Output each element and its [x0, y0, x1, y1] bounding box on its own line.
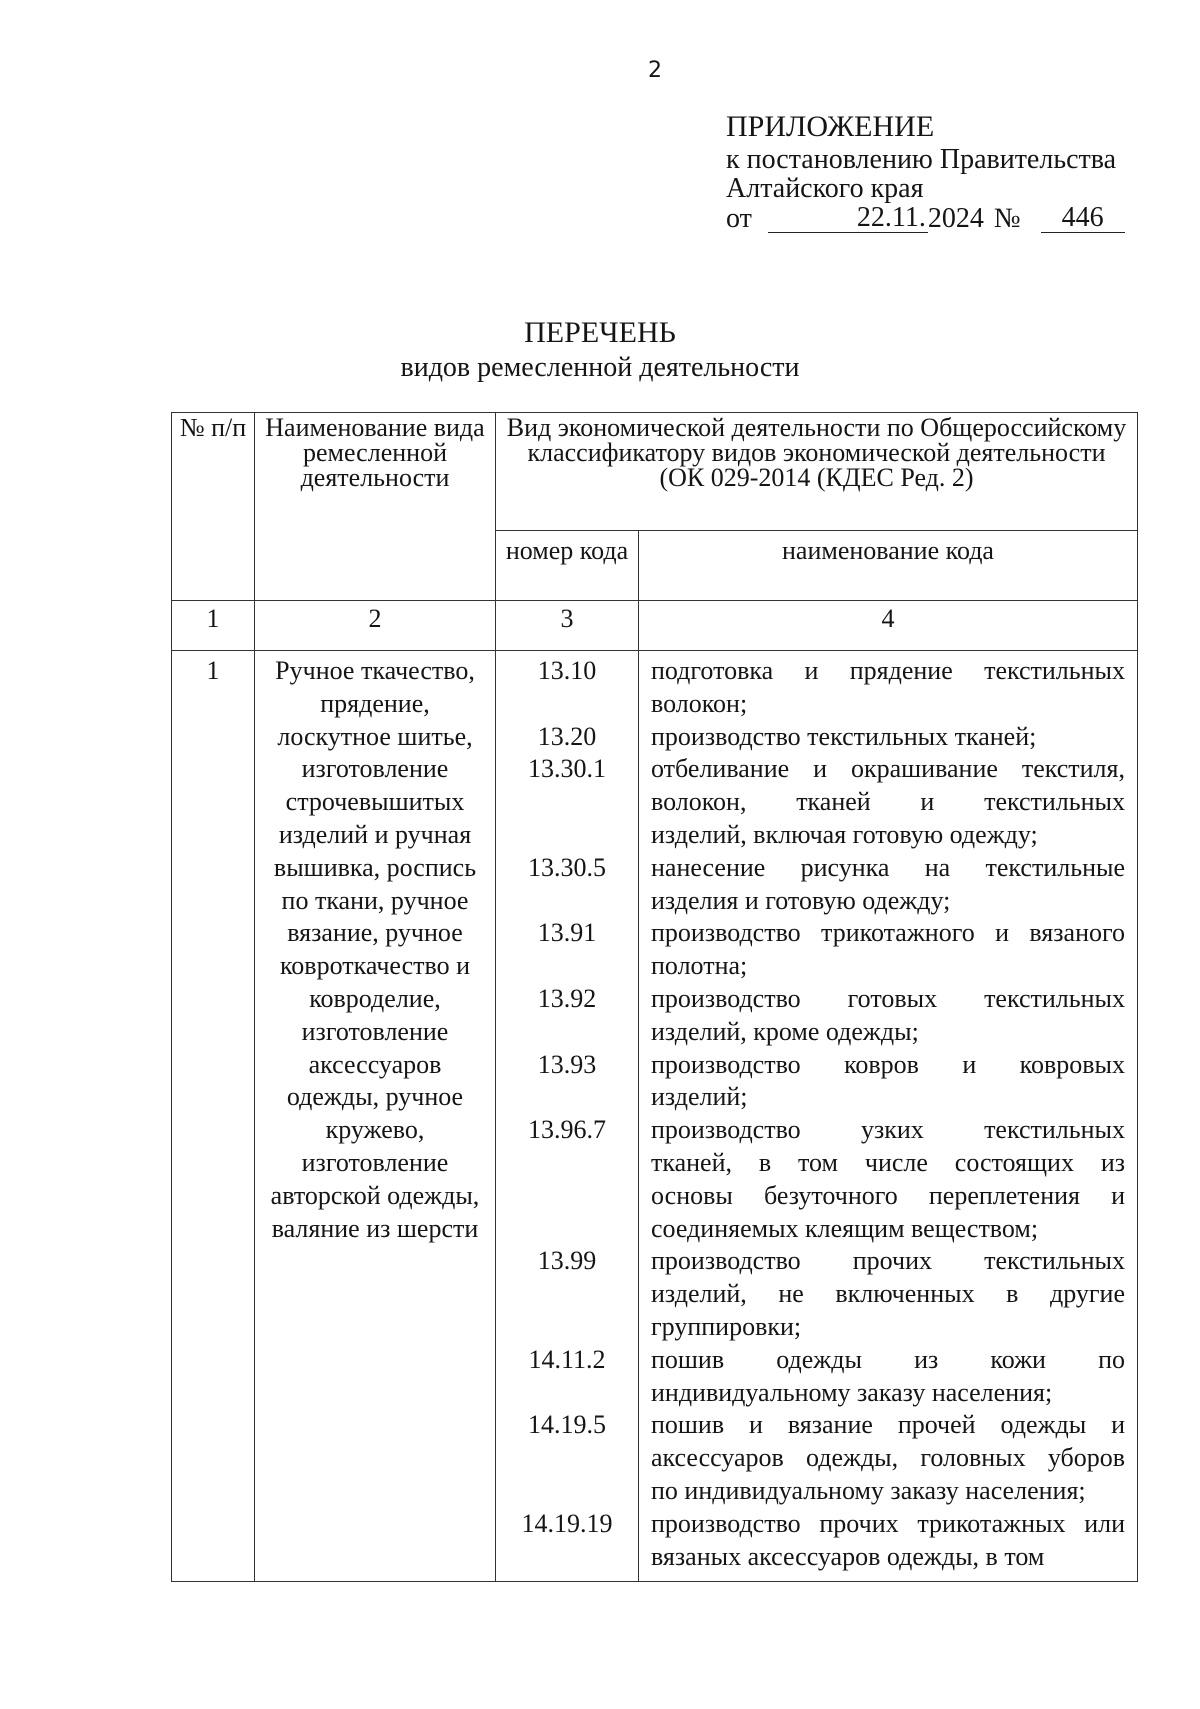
decree-date: 22.11. — [768, 203, 928, 233]
code-spacer — [496, 1278, 638, 1311]
header-activity: Вид экономической деятельности по Общероссийскому классификатору видов экономической деятельности (ОК 029-2014 (КДЕС Ред. 2) — [496, 413, 1138, 531]
appendix-line-2: Алтайского края — [726, 173, 924, 204]
code-number: 13.20 — [537, 721, 597, 751]
list-subtitle: видов ремесленной деятельности — [400, 352, 800, 383]
code-spacer — [496, 1081, 638, 1114]
code-name-line: производство прочих трикотажных или — [651, 1508, 1125, 1538]
code-name-line: производство готовых текстильных — [651, 983, 1125, 1013]
code-number: 13.91 — [537, 918, 597, 948]
code-number: 13.92 — [537, 983, 597, 1013]
appendix-title: ПРИЛОЖЕНИЕ — [726, 110, 935, 143]
code-number: 14.19.19 — [521, 1508, 613, 1538]
appendix-block — [726, 112, 1125, 233]
code-name-line: изделий, не включенных в другие — [651, 1279, 1125, 1309]
code-spacer — [496, 950, 638, 983]
code-name-line: производство прочих текстильных — [651, 1246, 1125, 1276]
code-name-line: изделий; — [651, 1082, 748, 1112]
table-row — [172, 651, 1138, 1582]
index-cell-4: 4 — [639, 601, 1138, 651]
code-spacer — [496, 1377, 638, 1410]
code-name-line: подготовка и прядение текстильных — [651, 656, 1125, 685]
code-name-line: нанесение рисунка на текстильные — [651, 852, 1125, 882]
decree-number: 446 — [1041, 203, 1125, 233]
code-name-line: изделия и готовую одежду; — [651, 885, 951, 915]
code-number: 14.11.2 — [528, 1344, 606, 1374]
code-name-line: пошив одежды из кожи по — [651, 1344, 1125, 1374]
code-name-line: изделий, включая готовую одежду; — [651, 819, 1038, 849]
code-name-line: пошив и вязание прочей одежды и — [651, 1410, 1125, 1440]
code-name-line: изделий, кроме одежды; — [651, 1016, 919, 1046]
decree-year: 2024 — [927, 203, 984, 234]
code-name-line: индивидуальному заказу населения; — [651, 1377, 1053, 1407]
code-name-line: аксессуаров одежды, головных уборов — [651, 1443, 1125, 1473]
code-name-line: производство узких текстильных — [651, 1115, 1125, 1145]
craft-name: Ручное ткачество, прядение, лоскутное шитье, изготовление строчевышитых изделий и ручная вышивка, роспись по ткани, ручное вязание, ручное ковроткачество и ковроделие, изготовление аксессуаров одежды, ручное кружево, изготовление авторской одежды, валяние из шерсти — [255, 651, 496, 1582]
code-spacer — [496, 1475, 638, 1508]
code-spacer — [496, 885, 638, 918]
code-name-line: основы безуточного переплетения и — [651, 1180, 1125, 1210]
code-spacer — [496, 1311, 638, 1344]
header-code-name: наименование кода — [639, 531, 1138, 601]
code-number: 13.99 — [537, 1246, 597, 1276]
row-number: 1 — [172, 651, 255, 1582]
code-spacer — [496, 1442, 638, 1475]
code-spacer — [496, 819, 638, 852]
code-numbers-cell — [496, 651, 639, 1582]
code-name-line: волокон; — [651, 688, 748, 718]
appendix-line-1: к постановлению Правительства — [726, 144, 1117, 175]
appendix-date-line — [726, 203, 1125, 233]
code-number: 13.30.5 — [528, 852, 606, 882]
code-spacer — [496, 1213, 638, 1246]
code-spacer — [496, 1147, 638, 1180]
code-number: 13.93 — [537, 1049, 597, 1079]
code-name-line: производство трикотажного и вязаного — [651, 918, 1125, 948]
crafts-table — [171, 412, 1138, 1582]
code-name-line: группировки; — [651, 1311, 802, 1341]
code-spacer — [496, 688, 638, 721]
code-number: 13.96.7 — [528, 1115, 606, 1145]
header-code-number: номер кода — [496, 531, 639, 601]
number-sign: № — [993, 203, 1021, 234]
code-names-cell — [639, 651, 1138, 1582]
from-label: от — [726, 203, 752, 234]
index-cell-2: 2 — [255, 601, 496, 651]
list-title: ПЕРЕЧЕНЬ — [524, 316, 676, 349]
code-number: 13.30.1 — [528, 754, 606, 784]
code-name-line: вязаных аксессуаров одежды, в том — [651, 1541, 1045, 1571]
code-name-line: тканей, в том числе состоящих из — [651, 1147, 1125, 1177]
code-name-line: производство ковров и ковровых — [651, 1049, 1125, 1079]
index-cell-3: 3 — [496, 601, 639, 651]
header-num: № п/п — [172, 413, 255, 601]
code-name-line: полотна; — [651, 951, 748, 981]
code-number: 13.10 — [537, 656, 597, 685]
code-name-line: отбеливание и окрашивание текстиля, — [651, 754, 1125, 784]
index-cell-1: 1 — [172, 601, 255, 651]
code-name-line: волокон, тканей и текстильных — [651, 787, 1125, 817]
code-name-line: производство текстильных тканей; — [651, 721, 1037, 751]
header-name: Наименование вида ремесленной деятельности — [255, 413, 496, 601]
code-spacer — [496, 1180, 638, 1213]
code-spacer — [496, 1016, 638, 1049]
code-name-line: по индивидуальному заказу населения; — [651, 1475, 1086, 1505]
code-name-line: соединяемых клеящим веществом; — [651, 1213, 1039, 1243]
code-number: 14.19.5 — [528, 1410, 606, 1440]
code-spacer — [496, 786, 638, 819]
page-number: 2 — [648, 58, 662, 83]
code-spacer — [496, 1541, 638, 1574]
